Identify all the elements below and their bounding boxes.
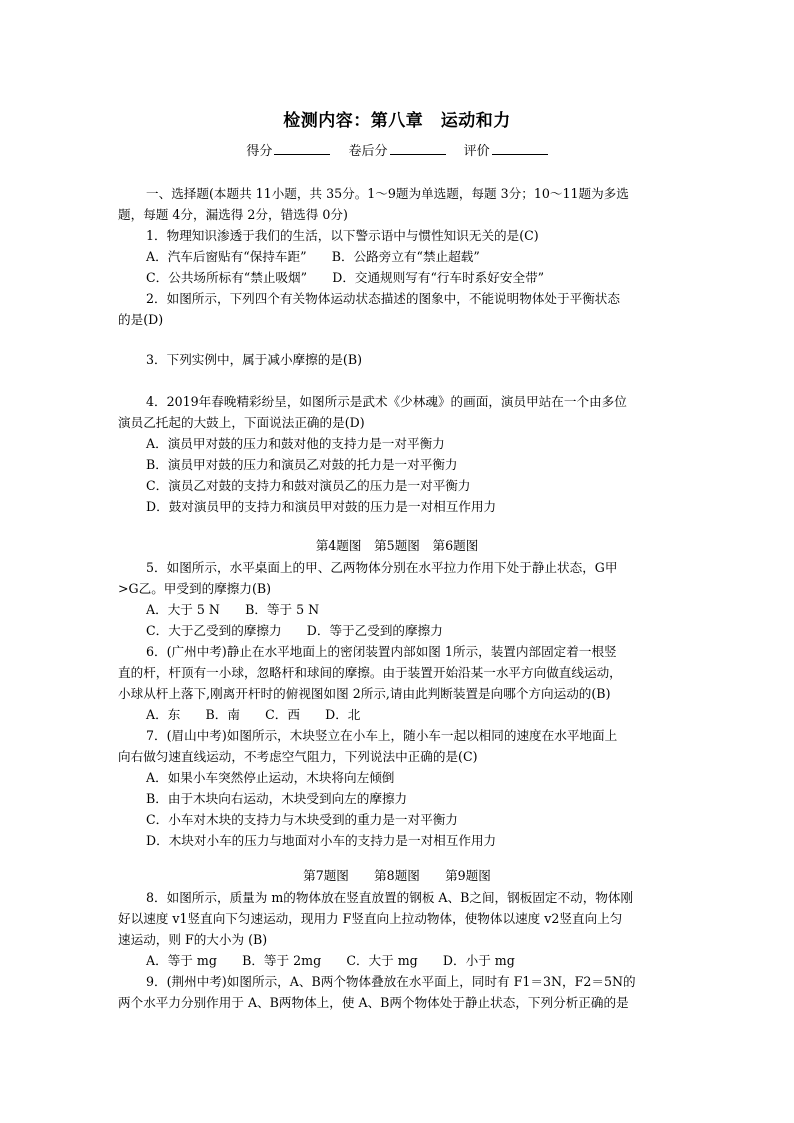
question-7-option-b: B．由于木块向右运动，木块受到向左的摩擦力 (146, 791, 408, 806)
question-8: 8．如图所示，质量为 m的物体放在竖直放置的钢板 A、B之间，钢板固定不动，物体刚 (146, 890, 634, 905)
after-score-label: 卷后分 (348, 144, 388, 159)
figure-caption-7-9: 第7题图 第8题图 第9题图 (303, 868, 491, 883)
question-7-option-c: C．小车对木块的支持力与木块受到的重力是一对平衡力 (146, 812, 458, 827)
after-score-field (348, 140, 445, 159)
question-7: 7．(眉山中考)如图所示，木块竖立在小车上，随小车一起以相同的速度在水平地面上 (146, 728, 618, 743)
section-heading-cont: 题，每题 4分，漏选得 2分，错选得 0分) (118, 207, 348, 222)
question-7-option-d: D．木块对小车的压力与地面对小车的支持力是一对相互作用力 (146, 833, 497, 848)
score-blank (274, 142, 330, 155)
question-1-options-ab: A．汽车后窗贴有“保持车距” B．公路旁立有“禁止超载” (146, 249, 480, 264)
question-6-options: A．东 B．南 C．西 D．北 (146, 707, 361, 722)
after-score-blank (390, 142, 446, 155)
question-7-option-a: A．如果小车突然停止运动，木块将向左倾倒 (146, 770, 395, 785)
question-8-cont-1: 好以速度 v1竖直向下匀速运动，现用力 F竖直向上拉动物体，使物体以速度 v2竖直向上匀 (118, 911, 623, 926)
question-4-option-c: C．演员乙对鼓的支持力和鼓对演员乙的压力是一对平衡力 (146, 478, 471, 493)
section-heading: 一、选择题(本题共 11小题，共 35分。1～9题为单选题，每题 3分；10～11题为多选 (146, 186, 629, 201)
question-8-options: A．等于 mg B．等于 2mg C．大于 mg D．小于 mg (146, 953, 515, 968)
question-1: 1．物理知识渗透于我们的生活，以下警示语中与惯性知识无关的是(C) (146, 228, 539, 243)
question-4-option-d: D．鼓对演员甲的支持力和演员甲对鼓的压力是一对相互作用力 (146, 499, 497, 514)
question-4-option-a: A．演员甲对鼓的压力和鼓对他的支持力是一对平衡力 (146, 436, 445, 451)
question-5-cont: >G乙。甲受到的摩擦力(B) (118, 581, 272, 596)
question-5-options-cd: C．大于乙受到的摩擦力 D．等于乙受到的摩擦力 (146, 623, 443, 638)
score-field (246, 140, 330, 159)
question-4: 4．2019年春晚精彩纷呈，如图所示是武术《少林魂》的画面，演员甲站在一个由多位 (146, 394, 627, 409)
question-3: 3．下列实例中，属于减小摩擦的是(B) (146, 352, 363, 367)
question-6-cont-1: 直的杆，杆顶有一小球，忽略杆和球间的摩擦。由于装置开始沿某一水平方向做直线运动， (118, 665, 622, 680)
score-label: 得分 (246, 144, 273, 159)
score-line (0, 140, 794, 159)
question-8-cont-2: 速运动，则 F的大小为 (B) (118, 932, 268, 947)
question-9: 9．(荆州中考)如图所示，A、B两个物体叠放在水平面上，同时有 F1＝3N，F2＝5N的 (146, 974, 636, 989)
question-5-options-ab: A．大于 5 N B．等于 5 N (146, 602, 320, 617)
question-9-cont: 两个水平力分别作用于 A、B两物体上，使 A、B两个物体处于静止状态，下列分析正确的是 (118, 995, 629, 1010)
question-6: 6．(广州中考)静止在水平地面上的密闭装置内部如图 1所示，装置内部固定着一根竖 (146, 644, 617, 659)
question-4-option-b: B．演员甲对鼓的压力和演员乙对鼓的托力是一对平衡力 (146, 457, 458, 472)
question-2-cont: 的是(D) (118, 312, 164, 327)
question-2: 2．如图所示，下列四个有关物体运动状态描述的图象中，不能说明物体处于平衡状态 (146, 291, 620, 306)
question-1-options-cd: C．公共场所标有“禁止吸烟” D．交通规则写有“行车时系好安全带” (146, 270, 545, 285)
question-4-cont: 演员乙托起的大鼓上，下面说法正确的是(D) (118, 415, 365, 430)
evaluation-field (464, 140, 548, 159)
page-title: 检测内容：第八章 运动和力 (283, 111, 511, 131)
question-5: 5．如图所示，水平桌面上的甲、乙两物体分别在水平拉力作用下处于静止状态，G甲 (146, 560, 618, 575)
question-7-cont: 向右做匀速直线运动，不考虑空气阻力，下列说法中正确的是(C) (118, 749, 478, 764)
evaluation-label: 评价 (463, 144, 490, 159)
question-6-cont-2: 小球从杆上落下,刚离开杆时的俯视图如图 2所示,请由此判断装置是向哪个方向运动的(B) (118, 686, 611, 701)
figure-caption-4-6: 第4题图 第5题图 第6题图 (315, 538, 479, 553)
evaluation-blank (492, 142, 548, 155)
